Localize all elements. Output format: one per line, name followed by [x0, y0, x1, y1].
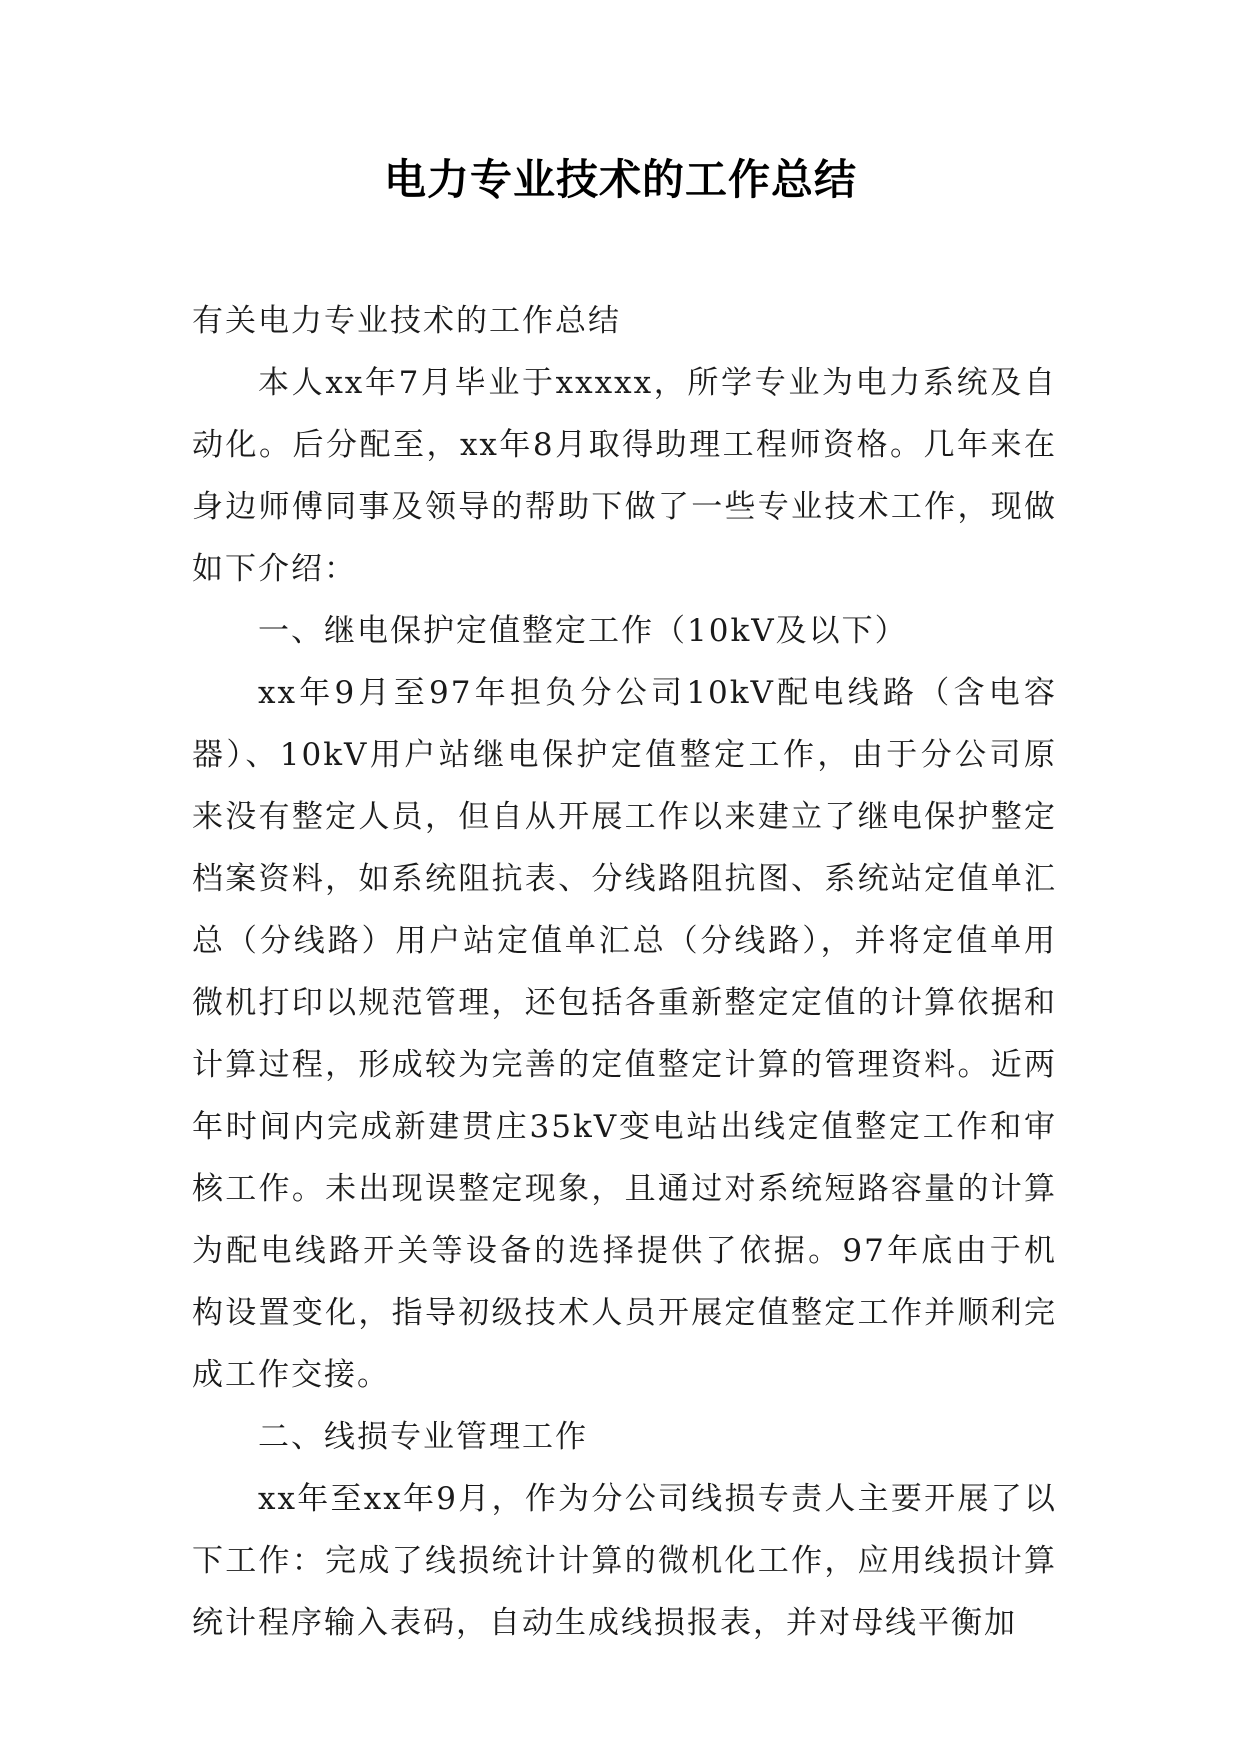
paragraph-relay-protection: xx年9月至97年担负分公司10kV配电线路（含电容器）、10kV用户站继电保护定值整定工作，由于分公司原来没有整定人员，但自从开展工作以来建立了继电保护整定档案资料，如系统阻抗表、分线路阻抗图、系统站定值单汇总（分线路）用户站定值单汇总（分线路），并将定值单用微机打印以规范管理，还包括各重新整定定值的计算依据和计算过程，形成较为完善的定值整定计算的管理资料。近两年时间内完成新建贯庄35kV变电站出线定值整定工作和审核工作。未出现误整定现象，且通过对系统短路容量的计算为配电线路开关等设备的选择提供了依据。97年底由于机构设置变化，指导初级技术人员开展定值整定工作并顺利完成工作交接。 [192, 675, 1057, 1393]
section-heading-relay-protection: 一、继电保护定值整定工作（10kV及以下） [258, 613, 908, 649]
document-subtitle: 有关电力专业技术的工作总结 [192, 303, 621, 339]
document-body [192, 290, 1057, 1654]
paragraph-line-loss: xx年至xx年9月，作为分公司线损专责人主要开展了以下工作：完成了线损统计计算的微机化工作，应用线损计算统计程序输入表码，自动生成线损报表，并对母线平衡加 [192, 1481, 1057, 1641]
document-title: 电力专业技术的工作总结 [383, 155, 857, 204]
paragraph-intro: 本人xx年7月毕业于xxxxx，所学专业为电力系统及自动化。后分配至，xx年8月取得助理工程师资格。几年来在身边师傅同事及领导的帮助下做了一些专业技术工作，现做如下介绍： [192, 365, 1057, 587]
section-heading-line-loss: 二、线损专业管理工作 [258, 1419, 588, 1455]
